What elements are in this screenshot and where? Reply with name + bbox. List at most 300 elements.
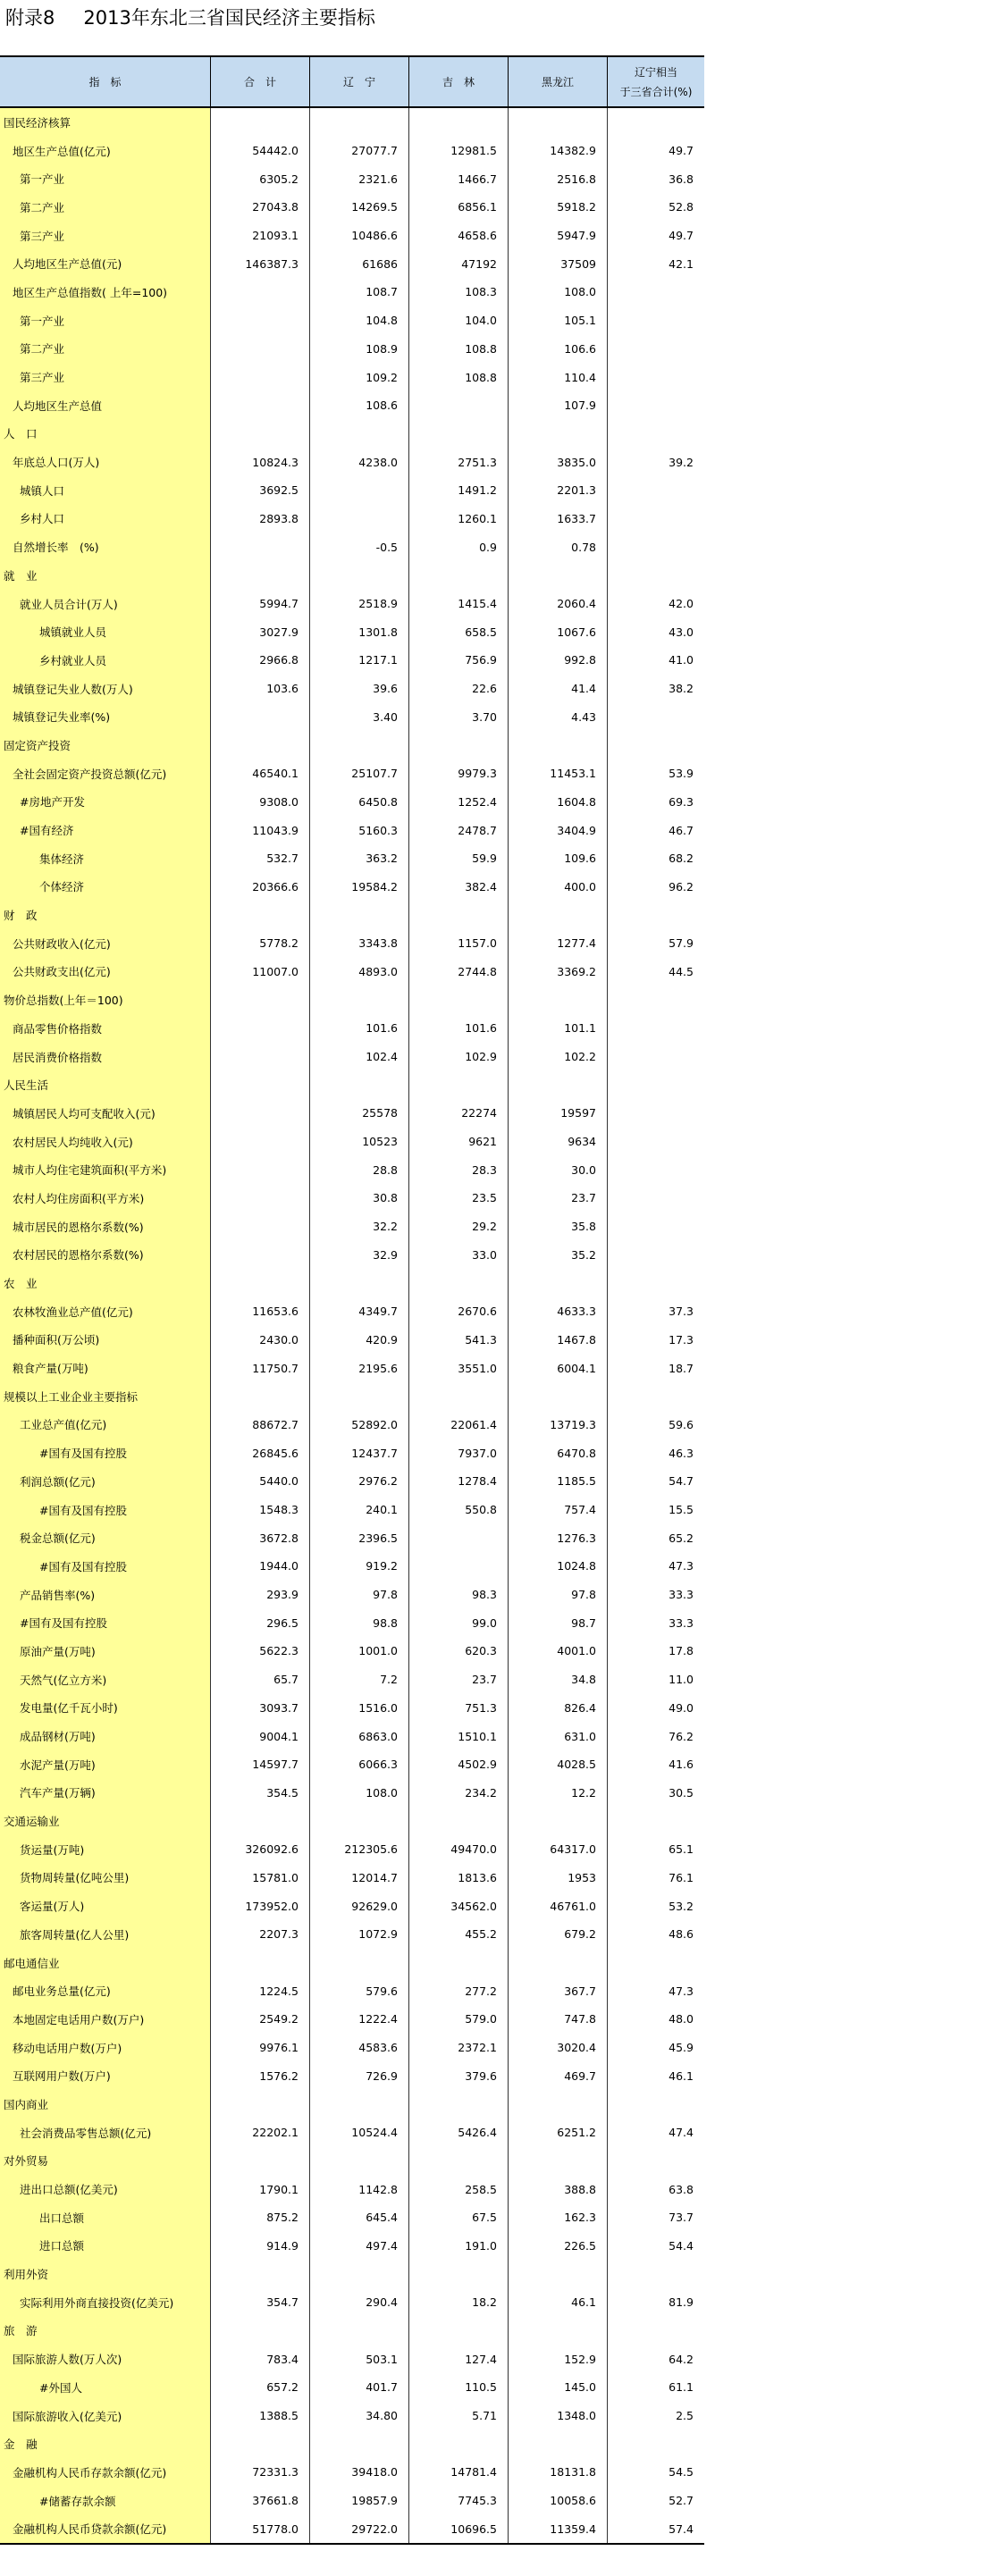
value-total: 2893.8: [211, 505, 310, 533]
value-liaoning-share: 46.7: [669, 823, 694, 837]
header-indicator: 指 标: [0, 57, 211, 106]
indicator-label: 进出口总额(亿美元): [0, 2175, 211, 2203]
value-heilongjiang: 679.2: [509, 1920, 608, 1949]
value-liaoning: 4583.6: [310, 2034, 409, 2062]
value-heilongjiang: 101.1: [509, 1014, 608, 1043]
value-total: 9976.1: [211, 2034, 310, 2062]
value-liaoning: 420.9: [310, 1326, 409, 1355]
table-row: [0, 816, 704, 844]
value-total: 11043.9: [211, 816, 310, 844]
value-liaoning: [310, 2317, 409, 2345]
header-liaoning: 辽 宁: [310, 57, 409, 106]
value-total: 14597.7: [211, 1750, 310, 1779]
section-header-row: [0, 901, 704, 929]
value-total: 9308.0: [211, 788, 310, 817]
value-liaoning-share: 42.0: [669, 597, 694, 611]
indicator-label: 实际利用外商直接投资(亿美元): [0, 2288, 211, 2317]
value-heilongjiang: 4.43: [509, 702, 608, 731]
indicator-label: 进口总额: [0, 2232, 211, 2261]
value-total: 26845.6: [211, 1439, 310, 1467]
value-heilongjiang: 5947.9: [509, 222, 608, 250]
table-row: [0, 702, 704, 731]
value-jilin: 98.3: [409, 1581, 509, 1609]
value-total: 914.9: [211, 2232, 310, 2261]
indicator-label: 城镇就业人员: [0, 617, 211, 646]
value-liaoning-share: [608, 1043, 704, 1071]
value-jilin: [409, 1949, 509, 1977]
indicator-label: 全社会固定资产投资总额(亿元): [0, 759, 211, 788]
table-row: [0, 2119, 704, 2147]
value-liaoning: 34.80: [310, 2402, 409, 2430]
header-heilongjiang: 黑龙江: [509, 57, 608, 106]
value-total: 88672.7: [211, 1411, 310, 1439]
indicator-label: 产品销售率(%): [0, 1581, 211, 1609]
value-heilongjiang: 98.7: [509, 1608, 608, 1637]
table-row: [0, 788, 704, 817]
indicator-label: 利润总额(亿元): [0, 1467, 211, 1496]
value-total: 3027.9: [211, 617, 310, 646]
value-liaoning-share: 68.2: [669, 852, 694, 866]
value-heilongjiang: 3835.0: [509, 448, 608, 476]
table-row: [0, 1750, 704, 1779]
value-heilongjiang: 226.5: [509, 2232, 608, 2261]
value-total: [211, 2147, 310, 2176]
value-total: [211, 108, 310, 137]
value-total: 3093.7: [211, 1694, 310, 1723]
value-jilin: 658.5: [409, 617, 509, 646]
value-jilin: 2670.6: [409, 1297, 509, 1326]
section-header-row: [0, 1807, 704, 1835]
value-jilin: 104.0: [409, 306, 509, 335]
value-heilongjiang: 631.0: [509, 1722, 608, 1750]
indicator-label: 国际旅游收入(亿美元): [0, 2402, 211, 2430]
value-liaoning: 2396.5: [310, 1523, 409, 1552]
value-heilongjiang: 13719.3: [509, 1411, 608, 1439]
indicator-label: 第三产业: [0, 222, 211, 250]
table-row: [0, 1354, 704, 1382]
value-heilongjiang: 2516.8: [509, 164, 608, 193]
value-total: 3672.8: [211, 1523, 310, 1552]
value-liaoning-share: [608, 2090, 704, 2119]
value-liaoning-share: 11.0: [669, 1673, 694, 1687]
value-liaoning: 98.8: [310, 1608, 409, 1637]
value-jilin: [409, 1807, 509, 1835]
value-total: 2549.2: [211, 2005, 310, 2034]
value-total: [211, 2317, 310, 2345]
value-liaoning: 28.8: [310, 1155, 409, 1184]
value-liaoning-share: 43.0: [669, 625, 694, 639]
value-liaoning-share: [608, 1184, 704, 1212]
value-total: 37661.8: [211, 2487, 310, 2515]
value-liaoning-share: [608, 335, 704, 364]
indicator-label: 货物周转量(亿吨公里): [0, 1864, 211, 1892]
value-liaoning: 6450.8: [310, 788, 409, 817]
value-liaoning-share: 69.3: [669, 794, 694, 809]
value-total: 146387.3: [211, 249, 310, 278]
value-total: 1388.5: [211, 2402, 310, 2430]
indicator-label: 第二产业: [0, 335, 211, 364]
value-liaoning-share: 59.6: [669, 1417, 694, 1431]
value-jilin: 1157.0: [409, 929, 509, 958]
value-jilin: [409, 391, 509, 420]
value-jilin: 2372.1: [409, 2034, 509, 2062]
value-liaoning: 503.1: [310, 2345, 409, 2373]
value-liaoning: [310, 2147, 409, 2176]
value-jilin: 579.0: [409, 2005, 509, 2034]
value-liaoning-share: 41.6: [669, 1758, 694, 1772]
value-jilin: 258.5: [409, 2175, 509, 2203]
value-jilin: [409, 2147, 509, 2176]
value-total: 783.4: [211, 2345, 310, 2373]
value-total: [211, 1155, 310, 1184]
table-row: [0, 1184, 704, 1212]
table-row: [0, 1920, 704, 1949]
value-liaoning: 212305.6: [310, 1835, 409, 1864]
value-total: 173952.0: [211, 1892, 310, 1920]
value-liaoning: 19857.9: [310, 2487, 409, 2515]
table-row: [0, 1608, 704, 1637]
indicator-label: 公共财政支出(亿元): [0, 958, 211, 986]
value-liaoning: 14269.5: [310, 193, 409, 222]
value-liaoning: 10524.4: [310, 2119, 409, 2147]
value-liaoning: 102.4: [310, 1043, 409, 1071]
value-liaoning-share: [608, 2260, 704, 2288]
value-liaoning-share: [608, 363, 704, 391]
value-heilongjiang: [509, 2090, 608, 2119]
indicator-label: 就 业: [0, 561, 211, 590]
value-liaoning-share: [608, 1382, 704, 1411]
table-row: [0, 1411, 704, 1439]
table-row: [0, 1637, 704, 1666]
table-row: [0, 164, 704, 193]
indicator-label: 人均地区生产总值: [0, 391, 211, 420]
table-row: [0, 617, 704, 646]
value-liaoning-share: [608, 1155, 704, 1184]
value-heilongjiang: 0.78: [509, 533, 608, 561]
value-jilin: 379.6: [409, 2061, 509, 2090]
table-row: [0, 363, 704, 391]
value-heilongjiang: 6004.1: [509, 1354, 608, 1382]
value-jilin: 277.2: [409, 1976, 509, 2005]
table-row: [0, 590, 704, 618]
value-heilongjiang: 6251.2: [509, 2119, 608, 2147]
value-heilongjiang: 46761.0: [509, 1892, 608, 1920]
table-row: [0, 193, 704, 222]
value-heilongjiang: 367.7: [509, 1976, 608, 2005]
section-header-row: [0, 2260, 704, 2288]
value-heilongjiang: 9634: [509, 1128, 608, 1156]
indicator-table: [0, 55, 704, 2543]
table-row: [0, 1552, 704, 1581]
indicator-label: 原油产量(万吨): [0, 1637, 211, 1666]
value-jilin: [409, 2260, 509, 2288]
value-liaoning-share: [608, 505, 704, 533]
value-liaoning-share: 18.7: [669, 1361, 694, 1375]
indicator-label: 公共财政收入(亿元): [0, 929, 211, 958]
value-liaoning-share: [608, 702, 704, 731]
value-heilongjiang: 1067.6: [509, 617, 608, 646]
value-liaoning: 3.40: [310, 702, 409, 731]
value-heilongjiang: 2060.4: [509, 590, 608, 618]
indicator-label: #国有经济: [0, 816, 211, 844]
value-jilin: [409, 1382, 509, 1411]
value-heilongjiang: 747.8: [509, 2005, 608, 2034]
value-total: [211, 335, 310, 364]
table-row: [0, 759, 704, 788]
value-liaoning: 19584.2: [310, 873, 409, 902]
table-row: [0, 391, 704, 420]
value-liaoning: [310, 1949, 409, 1977]
section-header-row: [0, 420, 704, 449]
value-heilongjiang: 145.0: [509, 2373, 608, 2402]
value-jilin: 108.3: [409, 278, 509, 306]
value-liaoning: [310, 1070, 409, 1099]
value-total: [211, 1128, 310, 1156]
value-heilongjiang: 11453.1: [509, 759, 608, 788]
table-row: [0, 1835, 704, 1864]
indicator-label: 集体经济: [0, 844, 211, 873]
value-liaoning: 1301.8: [310, 617, 409, 646]
value-liaoning-share: 54.4: [669, 2238, 694, 2253]
value-liaoning-share: 44.5: [669, 964, 694, 978]
value-total: [211, 1241, 310, 1270]
indicator-label: 第三产业: [0, 363, 211, 391]
section-header-row: [0, 1949, 704, 1977]
value-liaoning-share: 38.2: [669, 682, 694, 696]
value-jilin: 101.6: [409, 1014, 509, 1043]
indicator-label: 城镇登记失业率(%): [0, 702, 211, 731]
value-liaoning-share: [608, 1070, 704, 1099]
section-header-row: [0, 1382, 704, 1411]
value-liaoning: 4893.0: [310, 958, 409, 986]
value-jilin: [409, 1523, 509, 1552]
value-liaoning: 104.8: [310, 306, 409, 335]
value-total: 1548.3: [211, 1496, 310, 1524]
indicator-label: 居民消费价格指数: [0, 1043, 211, 1071]
value-jilin: [409, 561, 509, 590]
value-liaoning: 645.4: [310, 2203, 409, 2232]
value-jilin: 6856.1: [409, 193, 509, 222]
value-heilongjiang: 152.9: [509, 2345, 608, 2373]
value-liaoning-share: 96.2: [669, 879, 694, 894]
value-total: [211, 306, 310, 335]
value-total: 11007.0: [211, 958, 310, 986]
value-jilin: [409, 2429, 509, 2458]
value-liaoning-share: 30.5: [669, 1785, 694, 1800]
value-liaoning: 1072.9: [310, 1920, 409, 1949]
value-total: 5778.2: [211, 929, 310, 958]
value-heilongjiang: 4001.0: [509, 1637, 608, 1666]
value-liaoning: 2321.6: [310, 164, 409, 193]
value-heilongjiang: 162.3: [509, 2203, 608, 2232]
table-row: [0, 1666, 704, 1694]
value-liaoning: [310, 2090, 409, 2119]
value-total: 54442.0: [211, 137, 310, 165]
value-heilongjiang: 6470.8: [509, 1439, 608, 1467]
value-liaoning-share: [608, 476, 704, 505]
value-total: 1224.5: [211, 1976, 310, 2005]
value-jilin: 9621: [409, 1128, 509, 1156]
value-jilin: [409, 986, 509, 1014]
value-liaoning-share: 47.3: [669, 1984, 694, 1998]
value-total: 1576.2: [211, 2061, 310, 2090]
value-heilongjiang: 46.1: [509, 2288, 608, 2317]
value-liaoning: 32.9: [310, 1241, 409, 1270]
value-total: 875.2: [211, 2203, 310, 2232]
value-liaoning: [310, 901, 409, 929]
indicator-label: #外国人: [0, 2373, 211, 2402]
value-heilongjiang: 105.1: [509, 306, 608, 335]
value-liaoning-share: [608, 986, 704, 1014]
value-liaoning: 52892.0: [310, 1411, 409, 1439]
value-total: 11653.6: [211, 1297, 310, 1326]
value-jilin: [409, 420, 509, 449]
table-row: [0, 1014, 704, 1043]
value-liaoning-share: 61.1: [669, 2380, 694, 2395]
indicator-label: 旅客周转量(亿人公里): [0, 1920, 211, 1949]
value-total: 10824.3: [211, 448, 310, 476]
value-liaoning-share: 53.2: [669, 1899, 694, 1913]
indicator-label: 城镇人口: [0, 476, 211, 505]
value-liaoning: 1222.4: [310, 2005, 409, 2034]
value-liaoning-share: [608, 561, 704, 590]
value-heilongjiang: 5918.2: [509, 193, 608, 222]
value-total: 65.7: [211, 1666, 310, 1694]
indicator-label: 利用外资: [0, 2260, 211, 2288]
value-jilin: 127.4: [409, 2345, 509, 2373]
value-liaoning-share: 47.4: [669, 2126, 694, 2140]
indicator-label: #国有及国有控股: [0, 1439, 211, 1467]
table-row: [0, 2487, 704, 2515]
value-jilin: 22274: [409, 1099, 509, 1128]
table-row: [0, 2061, 704, 2090]
value-liaoning-share: 81.9: [669, 2295, 694, 2310]
value-liaoning: [310, 420, 409, 449]
value-liaoning-share: [608, 1128, 704, 1156]
value-liaoning-share: 17.8: [669, 1644, 694, 1658]
value-jilin: 0.9: [409, 533, 509, 561]
value-liaoning-share: [608, 901, 704, 929]
value-jilin: 4658.6: [409, 222, 509, 250]
value-heilongjiang: 12.2: [509, 1779, 608, 1808]
value-heilongjiang: 1604.8: [509, 788, 608, 817]
section-header-row: [0, 561, 704, 590]
indicator-label: 互联网用户数(万户): [0, 2061, 211, 2090]
value-heilongjiang: 4633.3: [509, 1297, 608, 1326]
value-liaoning-share: 54.5: [669, 2465, 694, 2480]
value-liaoning-share: 63.8: [669, 2182, 694, 2196]
value-total: [211, 1807, 310, 1835]
value-liaoning: 97.8: [310, 1581, 409, 1609]
value-total: 51778.0: [211, 2514, 310, 2543]
value-jilin: 1278.4: [409, 1467, 509, 1496]
indicator-label: 农 业: [0, 1269, 211, 1297]
value-liaoning-share: 57.9: [669, 936, 694, 951]
indicator-label: 城镇登记失业人数(万人): [0, 675, 211, 703]
value-total: 5440.0: [211, 1467, 310, 1496]
value-total: [211, 1382, 310, 1411]
indicator-label: 自然增长率 (%): [0, 533, 211, 561]
value-heilongjiang: 30.0: [509, 1155, 608, 1184]
table-row: [0, 2288, 704, 2317]
value-liaoning-share: [608, 2147, 704, 2176]
value-jilin: 22061.4: [409, 1411, 509, 1439]
value-jilin: 1510.1: [409, 1722, 509, 1750]
indicator-label: 粮食产量(万吨): [0, 1354, 211, 1382]
value-liaoning: 108.7: [310, 278, 409, 306]
value-heilongjiang: 11359.4: [509, 2514, 608, 2543]
table-row: [0, 335, 704, 364]
value-liaoning: [310, 505, 409, 533]
value-heilongjiang: 3369.2: [509, 958, 608, 986]
value-total: [211, 1269, 310, 1297]
value-liaoning: 108.0: [310, 1779, 409, 1808]
table-row: [0, 1581, 704, 1609]
value-liaoning-share: 46.1: [669, 2068, 694, 2083]
value-total: 9004.1: [211, 1722, 310, 1750]
value-liaoning-share: 57.4: [669, 2521, 694, 2536]
value-heilongjiang: 108.0: [509, 278, 608, 306]
value-liaoning: 3343.8: [310, 929, 409, 958]
indicator-label: 地区生产总值指数( 上年=100): [0, 278, 211, 306]
value-liaoning-share: 65.1: [669, 1842, 694, 1857]
value-total: [211, 1099, 310, 1128]
header-liaoning-share: [608, 57, 704, 106]
value-heilongjiang: [509, 2317, 608, 2345]
value-total: [211, 1014, 310, 1043]
value-heilongjiang: 4028.5: [509, 1750, 608, 1779]
table-row: [0, 1864, 704, 1892]
table-row: [0, 958, 704, 986]
table-row: [0, 2402, 704, 2430]
value-total: [211, 391, 310, 420]
value-heilongjiang: [509, 1949, 608, 1977]
value-total: [211, 1212, 310, 1241]
value-jilin: 7937.0: [409, 1439, 509, 1467]
section-header-row: [0, 1070, 704, 1099]
indicator-label: 邮电业务总量(亿元): [0, 1976, 211, 2005]
value-total: 2430.0: [211, 1326, 310, 1355]
value-jilin: [409, 2317, 509, 2345]
value-liaoning-share: 73.7: [669, 2211, 694, 2225]
value-liaoning-share: 33.3: [669, 1615, 694, 1630]
indicator-label: 第二产业: [0, 193, 211, 222]
value-jilin: 1491.2: [409, 476, 509, 505]
value-liaoning: 12437.7: [310, 1439, 409, 1467]
value-liaoning-share: 65.2: [669, 1531, 694, 1545]
table-row: [0, 873, 704, 902]
value-liaoning: 10523: [310, 1128, 409, 1156]
table-row: [0, 1694, 704, 1723]
value-heilongjiang: [509, 2260, 608, 2288]
value-jilin: 550.8: [409, 1496, 509, 1524]
value-liaoning-share: 48.6: [669, 1927, 694, 1942]
value-liaoning: 25578: [310, 1099, 409, 1128]
value-total: [211, 702, 310, 731]
value-liaoning-share: 41.0: [669, 653, 694, 667]
value-liaoning-share: [608, 420, 704, 449]
table-row: [0, 1467, 704, 1496]
value-heilongjiang: 757.4: [509, 1496, 608, 1524]
value-liaoning: 25107.7: [310, 759, 409, 788]
value-liaoning-share: [608, 391, 704, 420]
value-heilongjiang: 1633.7: [509, 505, 608, 533]
value-heilongjiang: [509, 2429, 608, 2458]
table-row: [0, 2203, 704, 2232]
value-liaoning-share: [608, 1099, 704, 1128]
indicator-label: 第一产业: [0, 306, 211, 335]
section-header-row: [0, 2147, 704, 2176]
